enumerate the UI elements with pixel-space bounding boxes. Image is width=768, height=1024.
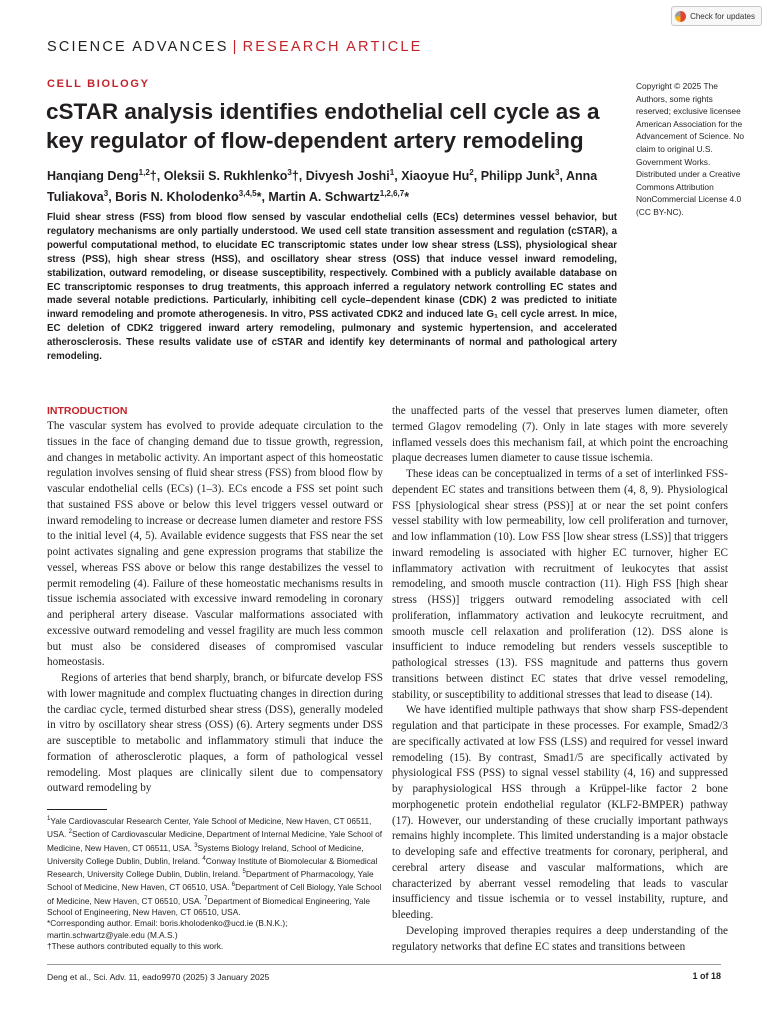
journal-header bbox=[47, 39, 423, 55]
author-affiliation-marker: 2 bbox=[469, 168, 474, 177]
author-note-marker: † bbox=[149, 169, 157, 184]
author-affiliation-marker: 3 bbox=[287, 168, 292, 177]
affiliation-text: Department of Cell Biology, Yale School of Medicine, New Haven, CT 06510, USA. bbox=[47, 882, 382, 906]
paragraph: the unaffected parts of the vessel that preserves lumen diameter, often termed Glagov remodeling (7). Only in late stages with more severely inflamed vessels does this mechanism fail, at which point the encroaching plaque decreases lumen diameter to cause tissue ischemia. bbox=[392, 405, 728, 465]
check-for-updates-button[interactable] bbox=[671, 6, 762, 26]
article-type: RESEARCH ARTICLE bbox=[242, 39, 423, 55]
affiliation-text: Systems Biology Ireland, School of Medicine, University College Dublin, Dublin, Ireland. bbox=[47, 842, 364, 866]
corresponding-author: *Corresponding author. Email: boris.kholodenko@ucd.ie (B.N.K.); martin.schwartz@yale.edu (M.A.S.) bbox=[47, 918, 288, 940]
affiliation-number: 4 bbox=[202, 855, 206, 862]
paragraph: Regions of arteries that bend sharply, branch, or bifurcate develop FSS with lower magnitude and complex fluctuating changes in direction during the cardiac cycle, termed disturbed shear stress (DSS), generally modeled in vitro by oscillatory shear stress (OSS) (6). Artery segments under DSS are susceptible to metabolic and inflammatory stimuli that induce the formation of atherosclerotic plaques, a form of pathological vessel remodeling. Most plaques are clinically silent due to compensatory outward remodeling by bbox=[47, 672, 383, 795]
affiliations bbox=[47, 814, 383, 953]
author-name: Xiaoyue Hu bbox=[401, 169, 470, 184]
author-affiliation-marker: 3,4,5 bbox=[238, 189, 257, 199]
affiliation-text: Conway Institute of Biomolecular & Biomedical Research, University College Dublin, Dublin, Ireland. bbox=[47, 855, 378, 879]
author-name: Oleksii S. Rukhlenko bbox=[163, 169, 288, 184]
article-title: cSTAR analysis identifies endothelial cell cycle as a key regulator of flow-dependent artery remodeling bbox=[46, 99, 600, 153]
author-affiliation-marker: 3 bbox=[555, 168, 560, 177]
journal-name: SCIENCE ADVANCES bbox=[47, 39, 229, 55]
affiliation-text: Yale Cardiovascular Research Center, Yale School of Medicine, New Haven, CT 06511, USA. bbox=[47, 815, 372, 840]
crossmark-icon bbox=[675, 11, 686, 22]
introduction-heading: INTRODUCTION bbox=[47, 405, 128, 417]
citation-footer: Deng et al., Sci. Adv. 11, eado9970 (2025) 3 January 2025 bbox=[47, 972, 270, 982]
affiliation-number: 5 bbox=[242, 869, 246, 876]
author-list: Hanqiang Deng$^{1,2}$†, Oleksii S. Rukhlenko$^3$†, Divyesh Joshi$^1$, Xiaoyue Hu$^2$, Philipp Junk$^3$, Anna Tuliakova$^3$, Boris N. Kholodenko$^{3,4,5}$*, Martin A. Schwartz$^{1,2,6,7}$* bbox=[47, 168, 598, 205]
affiliation-text: Section of Cardiovascular Medicine, Department of Internal Medicine, Yale School of Medicine, New Haven, CT 06511, USA. bbox=[47, 829, 383, 853]
paragraph: These ideas can be conceptualized in terms of a set of interlinked FSS-dependent EC states and transitions between them (4, 8, 9). Physiological FSS [physiological shear stress (PSS)] at or near the set point confers vessel stability with low permeability, low cell proliferation and turnover, and low inflammation (10). Low FSS [low shear stress (LSS)] that triggers inward remodeling is associated with higher EC turnover, higher EC inflammatory activation with recruitment of leukocytes that assist remodeling, and smooth muscle contraction (11). High FSS [high shear stress (HSS)] triggers outward remodeling associated with cell proliferation, inflammatory activation and leukocyte recruitment, and smooth muscle cell relaxation and proliferation (12). DSS alone is insufficient to induce remodeling but renders vessels susceptible to pathological stresses (13). FSS magnitude and patterns thus govern transitions between distinct EC states that drive vessel remodeling, stability, or susceptibility to additional stresses that lead to disease (14). bbox=[392, 468, 728, 701]
affiliation-number: 6 bbox=[231, 882, 236, 889]
author-name: Boris N. Kholodenko bbox=[115, 190, 239, 205]
affiliation-number: 7 bbox=[204, 895, 208, 902]
author-name: Hanqiang Deng bbox=[47, 169, 139, 184]
paragraph: Developing improved therapies requires a deep understanding of the regulatory networks that define EC states and transitions between bbox=[392, 924, 728, 953]
paragraph: We have identified multiple pathways that show sharp FSS-dependent regulation and that participate in these processes. For example, Smad2/3 are specifically activated at low FSS (LSS) and required for vessel inward remodeling (15). By contrast, Smad1/5 are specifically activated by physiological FSS (PSS) to signal vessel stability (4, 16) and suppressed by paraphysiological HSS through a Krüppel-like factor 2 bone morphogenetic protein endothelial regulator (KLF2-BMPER) pathway (17). However, our understanding of these crucially important pathways remains highly incomplete. This limited understanding is a major obstacle to developing safe and effective treatments for coronary, peripheral, and cerebral artery disease and vascular malformations, which are characterized by aberrant vessel remodeling that leads to vascular insufficiency and tissue ischemia or to vessel instability, rupture, and bleeding. bbox=[392, 704, 728, 921]
footer-rule bbox=[47, 964, 721, 965]
author-affiliation-marker: 3 bbox=[103, 189, 109, 199]
author-affiliation-marker: 1 bbox=[389, 168, 395, 177]
author-name: Anna Tuliakova bbox=[47, 169, 598, 205]
footnote-rule bbox=[47, 809, 107, 810]
author-note-marker: * bbox=[256, 190, 262, 205]
author-note-marker: * bbox=[404, 190, 410, 205]
equal-contribution-note: †These authors contributed equally to this work. bbox=[47, 941, 224, 952]
body-column-left bbox=[47, 404, 383, 797]
author-note-marker: † bbox=[291, 169, 299, 184]
affiliation-list bbox=[47, 814, 383, 918]
author-affiliation-marker: 1,2,6,7 bbox=[379, 189, 405, 199]
body-column-right bbox=[392, 404, 728, 955]
check-for-updates-label: Check for updates bbox=[690, 11, 755, 21]
affiliation-text: Department of Pharmacology, Yale School of Medicine, New Haven, CT 06510, USA. bbox=[47, 868, 374, 893]
paragraph: The vascular system has evolved to provide adequate circulation to the tissues in the face of changing demand due to tissue growth, regression, and changes in metabolic activity. An important aspect of this homeostatic regulation involves sensing of fluid shear stress (FSS) from blood flow by vascular endothelial cells (ECs) (1–3). ECs encode a FSS set point such that sustained FSS above or below this level triggers vessel outward or inward remodeling to increase or decrease lumen diameter and restore FSS to the initial level (4, 5). Available evidence suggests that FSS near the set point activates signaling and gene expression programs that stabilize the vessel, whereas FSS above or below this range destabilizes the vessel to permit remodeling (4). Failure of these homeostatic mechanisms results in tissue ischemia associated with excessive inward remodeling in coronary and peripheral artery disease. Vascular malformations associated with excessive outward remodeling and vessel fragility are much less common but must also be considered diseases of compromised vascular homeostasis. bbox=[47, 420, 383, 669]
page-number: 1 of 18 bbox=[692, 971, 721, 981]
header-separator: | bbox=[232, 39, 239, 55]
author-name: Philipp Junk bbox=[480, 169, 555, 184]
section-label: CELL BIOLOGY bbox=[47, 78, 150, 90]
affiliation-text: Department of Biomedical Engineering, Yale School of Engineering, New Haven, CT 06510, USA. bbox=[47, 895, 370, 917]
author-affiliation-marker: 1,2 bbox=[138, 168, 150, 177]
author-name: Divyesh Joshi bbox=[305, 169, 390, 184]
affiliation-number: 3 bbox=[194, 842, 198, 849]
author-name: Martin A. Schwartz bbox=[268, 190, 380, 205]
affiliation-number: 2 bbox=[68, 829, 73, 836]
copyright-notice: Copyright © 2025 The Authors, some rights reserved; exclusive licensee American Association for the Advancement of Science. No claim to original U.S. Government Works. Distributed under a Creative Commons Attribution NonCommercial License 4.0 (CC BY-NC). bbox=[636, 81, 745, 217]
abstract: Fluid shear stress (FSS) from blood flow sensed by vascular endothelial cells (ECs) determines vessel behavior, but regulatory mechanisms are only partially understood. We used cell state transition assessment and regulation (cSTAR), a powerful computational method, to elucidate EC transcriptomic states under low shear stress (LSS), physiological shear stress (PSS), high shear stress (HSS), and oscillatory shear stress (OSS) that induce vessel inward remodeling, stabilization, outward remodeling, or disease susceptibility, respectively. Combined with a publicly available database on EC transcriptomic responses to drug treatments, this approach inferred a regulatory network controlling EC states and made several notable predictions. Particularly, inhibiting cell cycle–dependent kinase (CDK) 2 was predicted to initiate inward remodeling and promote atherogenesis. In vitro, PSS activated CDK2 and induced late G₁ cell cycle arrest. In mice, EC deletion of CDK2 triggered inward artery remodeling, pulmonary and systemic hypertension, and accelerated atherosclerosis. These results validate use of cSTAR and identify key determinants of normal and pathological artery remodeling. bbox=[47, 212, 617, 363]
affiliation-number: 1 bbox=[47, 816, 51, 822]
